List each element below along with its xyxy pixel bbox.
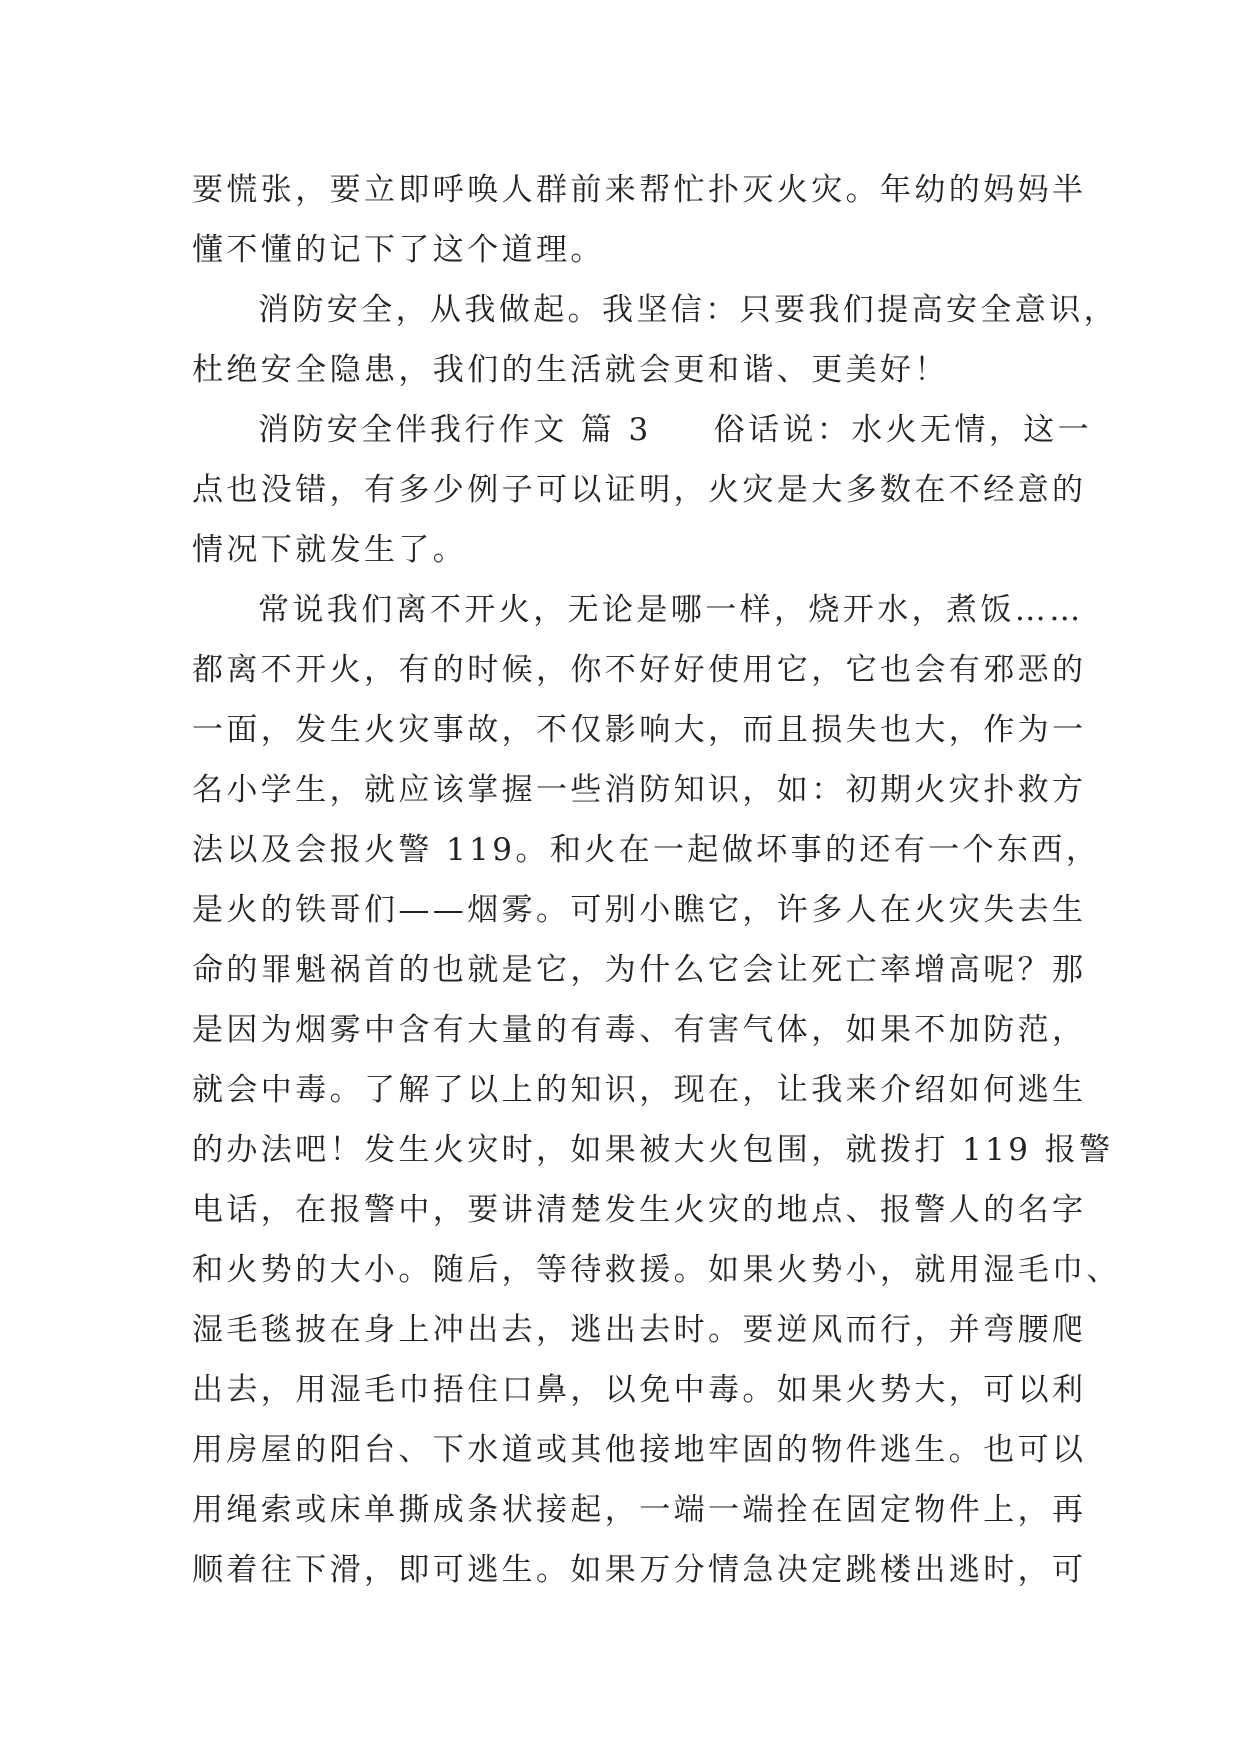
text-line: 和火势的大小。随后，等待救援。如果火势小，就用湿毛巾、 (192, 1252, 1121, 1288)
section-heading-line (192, 400, 1093, 460)
section-heading: 消防安全伴我行作文 篇 3 (258, 412, 652, 448)
text-line: 懂不懂的记下了这个道理。 (192, 232, 605, 268)
text-line: 湿毛毯披在身上冲出去，逃出去时。要逆风而行，并弯腰爬 (192, 1312, 1087, 1348)
text-line: 用绳索或床单撕成条状接起，一端一端拴在固定物件上，再 (192, 1492, 1087, 1528)
text-line: 常说我们离不开火，无论是哪一样，烧开水，煮饭…… (258, 592, 1084, 628)
text-line: 一面，发生火灾事故，不仅影响大，而且损失也大，作为一 (192, 712, 1087, 748)
text-line: 用房屋的阳台、下水道或其他接地牢固的物件逃生。也可以 (192, 1432, 1087, 1468)
text-line: 的办法吧！发生火灾时，如果被大火包围，就拨打 119 报警 (192, 1132, 1114, 1168)
text-line: 是因为烟雾中含有大量的有毒、有害气体，如果不加防范， (192, 1012, 1087, 1048)
section-first-sentence: 俗话说：水火无情，这一 (713, 412, 1093, 448)
text-line: 顺着往下滑，即可逃生。如果万分情急决定跳楼出逃时，可 (192, 1552, 1087, 1588)
text-line: 要慌张，要立即呼唤人群前来帮忙扑灭火灾。年幼的妈妈半 (192, 172, 1087, 208)
text-line: 名小学生，就应该掌握一些消防知识，如：初期火灾扑救方 (192, 772, 1087, 808)
text-line: 情况下就发生了。 (192, 532, 468, 568)
text-line: 点也没错，有多少例子可以证明，火灾是大多数在不经意的 (192, 472, 1087, 508)
text-line: 命的罪魁祸首的也就是它，为什么它会让死亡率增高呢？那 (192, 952, 1087, 988)
text-line: 出去，用湿毛巾捂住口鼻，以免中毒。如果火势大，可以利 (192, 1372, 1087, 1408)
text-line: 是火的铁哥们——烟雾。可别小瞧它，许多人在火灾失去生 (192, 892, 1087, 928)
text-line: 都离不开火，有的时候，你不好好使用它，它也会有邪恶的 (192, 652, 1087, 688)
text-line: 电话，在报警中，要讲清楚发生火灾的地点、报警人的名字 (192, 1192, 1087, 1228)
text-line: 消防安全，从我做起。我坚信：只要我们提高安全意识， (258, 292, 1118, 328)
text-line: 就会中毒。了解了以上的知识，现在，让我来介绍如何逃生 (192, 1072, 1087, 1108)
article-body (192, 160, 1121, 1600)
text-line: 杜绝安全隐患，我们的生活就会更和谐、更美好！ (192, 352, 949, 388)
text-line: 法以及会报火警 119。和火在一起做坏事的还有一个东西， (192, 832, 1101, 868)
